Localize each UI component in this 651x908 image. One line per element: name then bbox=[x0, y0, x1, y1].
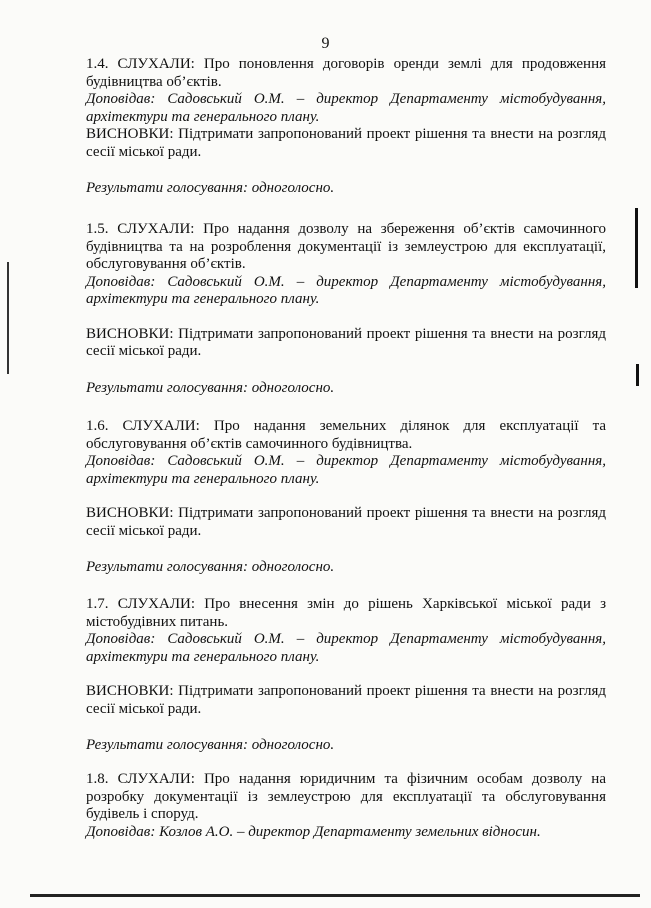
heading-text: Про надання юридичним та фізичним особам дозволу на розробку документації із землеустрою для експлуатації та обслуговування будівель і споруд. bbox=[86, 771, 606, 822]
heading-label: 1.5. СЛУХАЛИ: bbox=[86, 221, 195, 237]
heading-text: Про поновлення договорів оренди землі для продовження будівництва об’єктів. bbox=[86, 56, 606, 90]
conclusion bbox=[86, 683, 606, 718]
reporter: Доповідав: Садовський О.М. – директор Департаменту містобудування, архітектури та генерального плану. bbox=[86, 91, 606, 125]
conclusion-label: ВИСНОВКИ: bbox=[86, 683, 174, 699]
conclusion bbox=[86, 505, 606, 540]
conclusion-text: Підтримати запропонований проект рішення та внести на розгляд сесії міської ради. bbox=[86, 325, 606, 359]
conclusion bbox=[86, 126, 606, 161]
conclusion bbox=[86, 326, 606, 361]
item-heading bbox=[86, 418, 606, 453]
agenda-item-1-4 bbox=[86, 56, 606, 198]
heading-text: Про надання земельних ділянок для експлуатації та обслуговування об’єктів самочинного будівництва. bbox=[86, 418, 606, 452]
scan-margin-mark-right-small bbox=[636, 364, 639, 386]
agenda-item-1-7 bbox=[86, 596, 606, 755]
reporter: Доповідав: Козлов А.О. – директор Департаменту земельних відносин. bbox=[86, 823, 541, 840]
agenda-item-1-5 bbox=[86, 221, 606, 397]
reporter: Доповідав: Садовський О.М. – директор Департаменту містобудування, архітектури та генерального плану. bbox=[86, 631, 606, 665]
reporter: Доповідав: Садовський О.М. – директор Департаменту містобудування, архітектури та генерального плану. bbox=[86, 453, 606, 487]
conclusion-text: Підтримати запропонований проект рішення та внести на розгляд сесії міської ради. bbox=[86, 683, 606, 717]
item-heading bbox=[86, 221, 606, 274]
scan-margin-mark-left bbox=[7, 262, 9, 374]
voting-result: Результати голосування: одноголосно. bbox=[86, 180, 335, 196]
heading-label: 1.8. СЛУХАЛИ: bbox=[86, 771, 195, 787]
heading-text: Про внесення змін до рішень Харківської міської ради з містобудівних питань. bbox=[86, 596, 606, 630]
item-heading bbox=[86, 771, 606, 824]
agenda-item-1-8 bbox=[86, 771, 606, 841]
conclusion-text: Підтримати запропонований проект рішення та внести на розгляд сесії міської ради. bbox=[86, 126, 606, 160]
voting-result: Результати голосування: одноголосно. bbox=[86, 559, 335, 575]
heading-label: 1.7. СЛУХАЛИ: bbox=[86, 596, 195, 612]
voting-result: Результати голосування: одноголосно. bbox=[86, 379, 335, 396]
heading-text: Про надання дозволу на збереження об’єктів самочинного будівництва та на розроблення документації із землеустрою для експлуатації, обслуговування об’єктів. bbox=[86, 221, 607, 272]
heading-label: 1.6. СЛУХАЛИ: bbox=[86, 418, 200, 434]
conclusion-text: Підтримати запропонований проект рішення та внести на розгляд сесії міської ради. bbox=[86, 505, 606, 539]
item-heading bbox=[86, 596, 606, 631]
item-heading bbox=[86, 56, 606, 91]
conclusion-label: ВИСНОВКИ: bbox=[86, 325, 174, 342]
heading-label: 1.4. СЛУХАЛИ: bbox=[86, 56, 195, 72]
conclusion-label: ВИСНОВКИ: bbox=[86, 126, 174, 142]
voting-result: Результати голосування: одноголосно. bbox=[86, 737, 335, 753]
agenda-item-1-6 bbox=[86, 418, 606, 577]
conclusion-label: ВИСНОВКИ: bbox=[86, 505, 174, 521]
bottom-rule bbox=[30, 894, 640, 897]
page-number: 9 bbox=[321, 35, 330, 52]
reporter: Доповідав: Садовський О.М. – директор Департаменту містобудування, архітектури та генерального плану. bbox=[86, 273, 606, 307]
scan-margin-mark-right-top bbox=[635, 208, 638, 288]
